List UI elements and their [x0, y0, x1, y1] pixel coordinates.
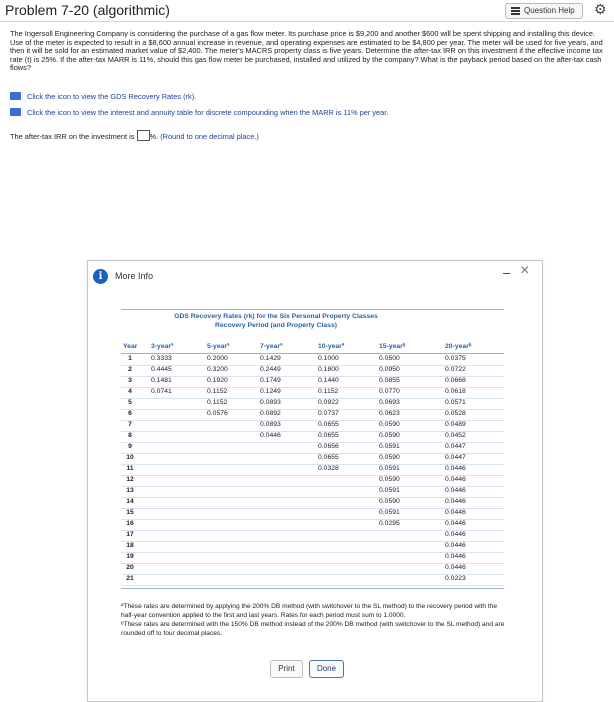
- column-header: 10-yearª: [318, 343, 345, 350]
- table-row: [121, 377, 504, 388]
- answer-hint: (Round to one decimal place.): [160, 132, 259, 141]
- rate-cell: 0.0223: [445, 575, 466, 582]
- document-icon[interactable]: [10, 92, 21, 100]
- rate-cell: 0.3333: [151, 355, 172, 362]
- table-row: [121, 410, 504, 421]
- year-cell: 1: [128, 355, 132, 362]
- table-row: [121, 509, 504, 520]
- year-cell: 2: [128, 366, 132, 373]
- table-row: [121, 465, 504, 476]
- dialog-title: More Info: [115, 271, 154, 281]
- rate-cell: 0.0855: [379, 377, 400, 384]
- rate-cell: 0.1152: [207, 388, 228, 395]
- rate-cell: 0.0446: [445, 564, 466, 571]
- rate-cell: 0.0500: [379, 355, 400, 362]
- rate-cell: 0.0590: [379, 454, 400, 461]
- rate-cell: 0.0447: [445, 454, 466, 461]
- gear-icon[interactable]: ⚙: [594, 1, 607, 17]
- rate-cell: 0.0446: [445, 487, 466, 494]
- list-icon: [511, 7, 520, 15]
- rate-cell: 0.0655: [318, 432, 339, 439]
- rate-cell: 0.0892: [260, 410, 281, 417]
- rate-cell: 0.0737: [318, 410, 339, 417]
- rate-cell: 0.0590: [379, 432, 400, 439]
- rate-cell: 0.0452: [445, 432, 466, 439]
- rate-cell: 0.1152: [207, 399, 228, 406]
- year-cell: 20: [126, 564, 134, 571]
- table-row: [121, 564, 504, 575]
- year-cell: 7: [128, 421, 132, 428]
- year-cell: 12: [126, 476, 134, 483]
- rate-cell: 0.0446: [260, 432, 281, 439]
- table-row: [121, 366, 504, 377]
- rate-cell: 0.0446: [445, 542, 466, 549]
- done-button[interactable]: Done: [309, 660, 344, 678]
- rate-cell: 0.0375: [445, 355, 466, 362]
- rate-cell: 0.4445: [151, 366, 172, 373]
- rate-cell: 0.1249: [260, 388, 281, 395]
- column-header: 5-yearª: [207, 343, 230, 350]
- table-row: [121, 531, 504, 542]
- table-row: [121, 432, 504, 443]
- rate-cell: 0.1152: [318, 388, 339, 395]
- year-cell: 10: [126, 454, 134, 461]
- rate-cell: 0.1440: [318, 377, 339, 384]
- gds-recovery-table: [121, 309, 504, 582]
- year-cell: 21: [126, 575, 134, 582]
- rate-cell: 0.0770: [379, 388, 400, 395]
- header-divider: [121, 353, 504, 354]
- rate-cell: 0.0446: [445, 553, 466, 560]
- rate-cell: 0.0571: [445, 399, 466, 406]
- gds-rates-link-row[interactable]: [10, 92, 196, 101]
- rate-cell: 0.0590: [379, 421, 400, 428]
- year-cell: 17: [126, 531, 134, 538]
- column-header: Year: [123, 343, 138, 350]
- rate-cell: 0.1000: [318, 355, 339, 362]
- column-header: 20-yearᵇ: [445, 343, 472, 350]
- question-help-label: Question Help: [524, 6, 575, 15]
- rate-cell: 0.0950: [379, 366, 400, 373]
- answer-row: [10, 130, 259, 141]
- year-cell: 5: [128, 399, 132, 406]
- rate-cell: 0.2449: [260, 366, 281, 373]
- rate-cell: 0.0447: [445, 443, 466, 450]
- rate-cell: 0.0489: [445, 421, 466, 428]
- table-row: [121, 355, 504, 366]
- rate-cell: 0.0922: [318, 399, 339, 406]
- rate-cell: 0.0656: [318, 443, 339, 450]
- rate-cell: 0.1749: [260, 377, 281, 384]
- rate-cell: 0.0693: [379, 399, 400, 406]
- footnote-b: ᵇThese rates are determined with the 150% DB method instead of the 200% DB method (with switchover to the SL method) and are rounded off to four decimal places.: [121, 621, 505, 637]
- gds-rates-link[interactable]: Click the icon to view the GDS Recovery Rates (rk).: [27, 92, 197, 101]
- rate-cell: 0.0590: [379, 498, 400, 505]
- year-cell: 14: [126, 498, 134, 505]
- interest-table-link-row[interactable]: [10, 108, 388, 117]
- table-row: [121, 553, 504, 564]
- page-title: Problem 7-20 (algorithmic): [5, 2, 170, 18]
- irr-answer-input[interactable]: [137, 130, 150, 141]
- answer-prefix: The after-tax IRR on the investment is: [10, 132, 135, 141]
- column-header: 3-yearª: [151, 343, 174, 350]
- top-bar: [0, 0, 614, 22]
- rate-cell: 0.0893: [260, 421, 281, 428]
- rate-cell: 0.1429: [260, 355, 281, 362]
- rate-cell: 0.1481: [151, 377, 172, 384]
- rate-cell: 0.0655: [318, 421, 339, 428]
- year-cell: 3: [128, 377, 132, 384]
- table-title: [121, 312, 431, 330]
- interest-table-link[interactable]: Click the icon to view the interest and annuity table for discrete compounding when the MARR is 11% per year.: [27, 108, 389, 117]
- table-bottom-divider: [121, 588, 504, 589]
- rate-cell: 0.0446: [445, 531, 466, 538]
- year-cell: 11: [126, 465, 134, 472]
- table-row: [121, 498, 504, 509]
- year-cell: 6: [128, 410, 132, 417]
- column-header: 7-yearª: [260, 343, 283, 350]
- rate-cell: 0.2000: [207, 355, 228, 362]
- rate-cell: 0.0591: [379, 487, 400, 494]
- year-cell: 9: [128, 443, 132, 450]
- rate-cell: 0.1920: [207, 377, 228, 384]
- rate-cell: 0.0893: [260, 399, 281, 406]
- year-cell: 13: [126, 487, 134, 494]
- rate-cell: 0.0295: [379, 520, 400, 527]
- rate-cell: 0.0618: [445, 388, 466, 395]
- answer-suffix: %.: [149, 132, 159, 141]
- minimize-icon[interactable]: –: [503, 265, 511, 280]
- table-title-line: GDS Recovery Rates (rk) for the Six Personal Property Classes: [174, 313, 378, 320]
- rate-cell: 0.0623: [379, 410, 400, 417]
- table-row: [121, 443, 504, 454]
- problem-statement: The Ingersoll Engineering Company is considering the purchase of a gas flow meter. Its purchase price is $9,200 and another $600 will be spent shipping and installing this device. Use of the meter is expected to result in a $8,600 annual increase in revenue, and operating expenses are estimated to be $4,800 per year. The meter will be used for five years, and then it will be sold for an estimated market value of $2,400. The meter's MACRS property class is five years. Determine the after-tax IRR on this investment if the effective income tax rate (t) is 25%. If the after-tax MARR is 11%, should this gas flow meter be purchased, installed and utilized by the company? What is the payback period based on the after-tax cash flows?: [10, 29, 603, 73]
- table-row: [121, 520, 504, 531]
- year-cell: 8: [128, 432, 132, 439]
- rate-cell: 0.0446: [445, 509, 466, 516]
- rate-cell: 0.3200: [207, 366, 228, 373]
- year-cell: 19: [126, 553, 134, 560]
- more-info-dialog: [87, 260, 543, 702]
- question-help-button[interactable]: [505, 3, 583, 19]
- rate-cell: 0.0655: [318, 454, 339, 461]
- print-button[interactable]: Print: [270, 660, 303, 678]
- info-icon: i: [93, 269, 108, 284]
- rate-cell: 0.0722: [445, 366, 466, 373]
- footnote-a: ªThese rates are determined by applying the 200% DB method (with switchover to the SL method) to the recovery period with the half-year convention applied to the first and last years. Rates for each period must sum to 1.0000.: [121, 603, 498, 619]
- rate-cell: 0.0591: [379, 509, 400, 516]
- rate-cell: 0.0446: [445, 520, 466, 527]
- table-subtitle: Recovery Period (and Property Class): [214, 322, 337, 329]
- rate-cell: 0.1800: [318, 366, 339, 373]
- rate-cell: 0.0668: [445, 377, 466, 384]
- rate-cell: 0.0528: [445, 410, 466, 417]
- table-row: [121, 388, 504, 399]
- document-icon[interactable]: [10, 108, 21, 116]
- year-cell: 18: [126, 542, 134, 549]
- rate-cell: 0.0328: [318, 465, 339, 472]
- table-row: [121, 476, 504, 487]
- rate-cell: 0.0591: [379, 443, 400, 450]
- table-row: [121, 487, 504, 498]
- table-row: [121, 575, 504, 586]
- table-row: [121, 454, 504, 465]
- rate-cell: 0.0741: [151, 388, 172, 395]
- table-row: [121, 542, 504, 553]
- rate-cell: 0.0590: [379, 476, 400, 483]
- rate-cell: 0.0576: [207, 410, 228, 417]
- rate-cell: 0.0446: [445, 498, 466, 505]
- rate-cell: 0.0591: [379, 465, 400, 472]
- year-cell: 15: [126, 509, 134, 516]
- table-row: [121, 399, 504, 410]
- rate-cell: 0.0446: [445, 476, 466, 483]
- year-cell: 4: [128, 388, 132, 395]
- column-header: 15-yearᵇ: [379, 343, 406, 350]
- rate-cell: 0.0446: [445, 465, 466, 472]
- table-row: [121, 421, 504, 432]
- close-icon[interactable]: ×: [520, 262, 530, 279]
- year-cell: 16: [126, 520, 134, 527]
